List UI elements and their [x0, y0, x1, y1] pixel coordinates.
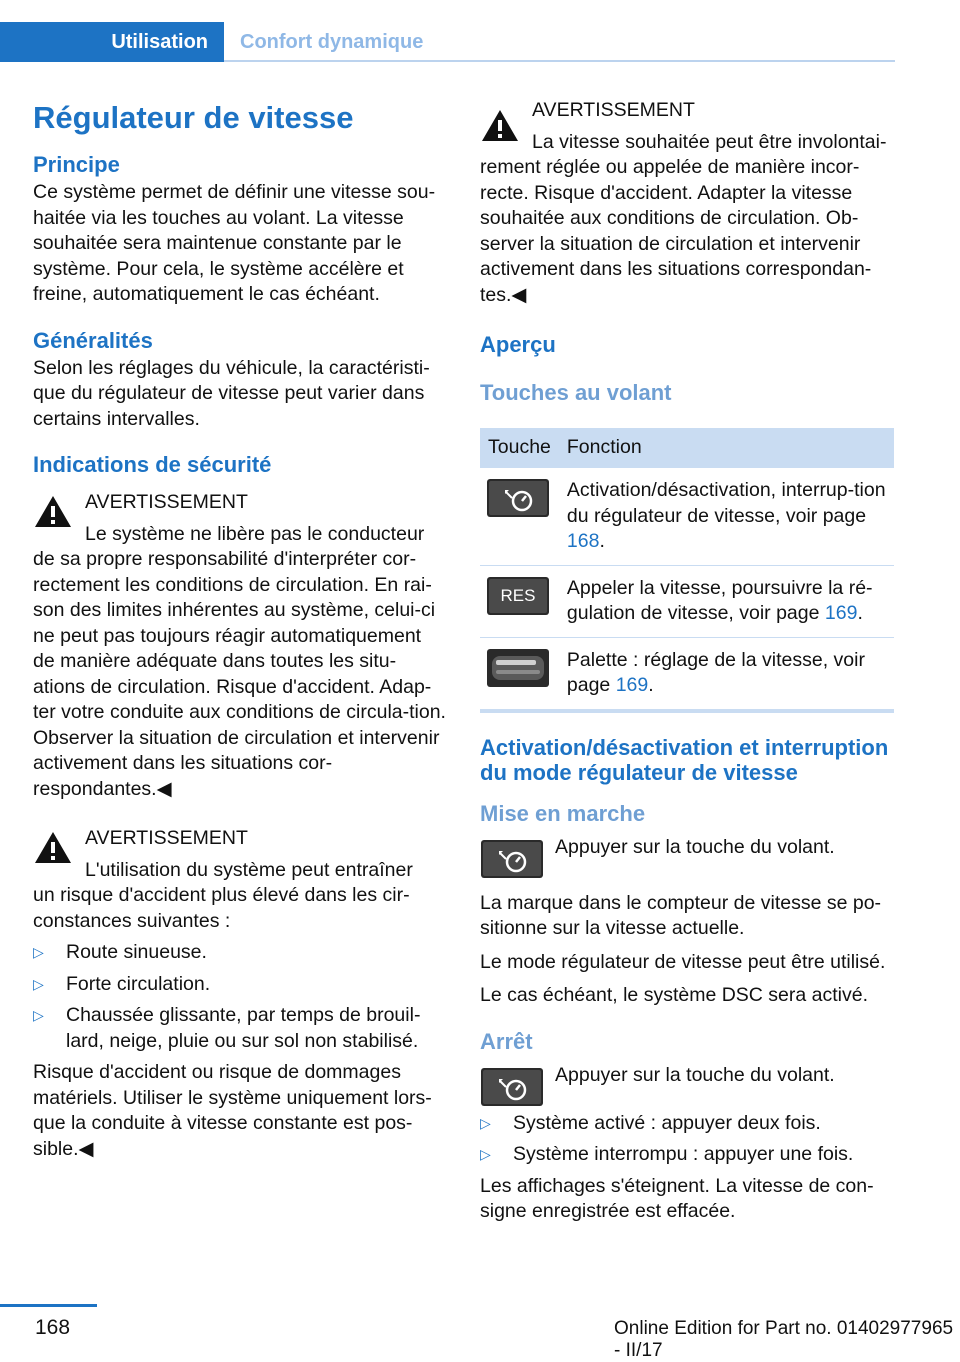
- table-row: RES Appeler la vitesse, poursuivre la ré‐gulation de vitesse, voir page 169.: [480, 565, 894, 637]
- list-item: ▷ Système activé : appuyer deux fois.: [480, 1111, 894, 1137]
- bullet-triangle-icon: ▷: [33, 1007, 44, 1023]
- page-link[interactable]: 169: [824, 602, 858, 624]
- row-function-text: Palette : réglage de la vitesse, voir page: [566, 648, 865, 696]
- left-column: [33, 96, 447, 1162]
- edition-text: Online Edition for Part no. 01402977965 - II/17: [614, 1318, 954, 1361]
- bullet-triangle-icon: ▷: [480, 1146, 491, 1162]
- warning-block-1: [33, 488, 447, 802]
- heading-arret: Arrêt: [480, 1028, 533, 1054]
- row-function-text: Activation/désactivation, interrup‐tion du régulateur de vitesse, voir page: [566, 479, 886, 527]
- cruise-control-key-icon: [480, 1067, 544, 1107]
- table-row: Palette : réglage de la vitesse, voir page 169.: [480, 637, 894, 711]
- bullet-triangle-icon: ▷: [480, 1114, 491, 1131]
- table-header-row: [480, 428, 894, 468]
- right-column: [480, 96, 894, 1225]
- cruise-control-key-icon: [486, 478, 550, 518]
- heading-mise-en-marche: Mise en marche: [480, 800, 646, 826]
- bullet-triangle-icon: ▷: [33, 975, 44, 992]
- warning-2-conclusion: Risque d'accident ou risque de dommages matériels. Utiliser le système uniquement lors‐que la conduite à vitesse constante est pos‐sible.◀: [33, 1061, 432, 1160]
- generalites-text: Selon les réglages du véhicule, la caractéristi‐que du régulateur de vitesse peut varier dans certains intervalles.: [33, 356, 430, 430]
- heading-touches: Touches au volant: [480, 380, 672, 405]
- keys-table: [480, 428, 894, 713]
- warning-block-2: [33, 824, 447, 934]
- warning-triangle-icon: [33, 830, 73, 866]
- column-header-touche: Touche: [480, 428, 559, 468]
- warning-2-title: AVERTISSEMENT: [85, 827, 248, 849]
- arret-list: [480, 1111, 894, 1168]
- warning-block-3: [480, 96, 894, 308]
- key-instruction-off: [480, 1063, 894, 1105]
- warning-triangle-icon: [480, 108, 520, 144]
- heading-securite: Indications de sécurité: [33, 452, 272, 477]
- page-title: Régulateur de vitesse: [33, 100, 354, 135]
- marche-text-1: La marque dans le compteur de vitesse se po‐sitionne sur la vitesse actuelle.: [480, 891, 882, 939]
- key-instruction-text: Appuyer sur la touche du volant.: [555, 1063, 835, 1086]
- warning-triangle-icon: [33, 494, 73, 530]
- section-tab-inactive: Confort dynamique: [240, 31, 424, 53]
- list-item: ▷ Chaussée glissante, par temps de brouil‐lard, neige, pluie ou sur sol non stabilisé.: [33, 1004, 421, 1052]
- list-item: ▷ Route sinueuse.: [33, 940, 447, 966]
- table-row: Activation/désactivation, interrup‐tion du régulateur de vitesse, voir page 168.: [480, 468, 894, 565]
- warning-2-first-line: L'utilisation du système peut entraîner: [85, 858, 413, 881]
- cruise-control-key-icon: [480, 839, 544, 879]
- heading-principe: Principe: [33, 152, 120, 177]
- warning-3-title: AVERTISSEMENT: [532, 99, 695, 121]
- heading-activation: Activation/désactivation et interruption du mode régulateur de vitesse: [480, 734, 889, 785]
- list-item: ▷ Système interrompu : appuyer une fois.: [480, 1142, 894, 1168]
- footer-rule: [0, 1304, 97, 1307]
- row-function-text: Appeler la vitesse, poursuivre la ré‐gulation de vitesse, voir page: [566, 576, 873, 624]
- heading-generalites: Généralités: [33, 327, 153, 353]
- heading-apercu: Aperçu: [480, 332, 556, 357]
- warning-2-text: un risque d'accident plus élevé dans les cir‐constances suivantes :: [33, 884, 410, 932]
- header-rule: [224, 60, 895, 62]
- warning-3-text: rement réglée ou appelée de manière incor‐recte. Risque d'accident. Adapter la vitesse souhaitée aux conditions de circulation. Ob‐server la situation de circulation et intervenir activement dans les situations correspondan‐tes.◀: [480, 156, 872, 306]
- key-instruction-text: Appuyer sur la touche du volant.: [555, 835, 835, 858]
- marche-text-3: Le cas échéant, le système DSC sera activé.: [480, 984, 869, 1006]
- rocker-paddle-icon: [486, 648, 550, 688]
- warning-1-first-line: Le système ne libère pas le conducteur: [85, 522, 425, 545]
- principe-text: Ce système permet de définir une vitesse sou‐haitée via les touches au volant. La vitesse souhaitée sera maintenue constante par le système. Pour cela, le système accélère et freine, automatiquement le cas échéant.: [33, 181, 436, 305]
- list-item: ▷ Forte circulation.: [33, 972, 447, 998]
- res-key-icon: RES: [486, 576, 550, 616]
- warning-1-title: AVERTISSEMENT: [85, 491, 248, 513]
- arret-text: Les affichages s'éteignent. La vitesse de con‐signe enregistrée est effacée.: [480, 1174, 874, 1222]
- marche-text-2: Le mode régulateur de vitesse peut être utilisé.: [480, 950, 886, 973]
- key-instruction-on: [480, 835, 894, 877]
- section-tab-active: Utilisation: [0, 22, 224, 62]
- page-link[interactable]: 168: [566, 530, 600, 552]
- conditions-list: [33, 940, 447, 1054]
- warning-1-text: de sa propre responsabilité d'interpréter cor‐rectement les conditions de circulation. En rai‐son des limites inhérentes au système, celui-ci ne peut pas toujours réagir automatiquement de manière adéquate dans toutes les situ‐ations de circulation. Risque d'accident. Adap‐ter votre conduite aux conditions de circula‐tion. Observer la situation de circulation et intervenir activement dans les situations cor‐respondantes.◀: [33, 548, 446, 800]
- column-header-fonction: Fonction: [559, 428, 894, 468]
- page-link[interactable]: 169: [615, 674, 649, 696]
- warning-3-first-line: La vitesse souhaitée peut être involontai‐: [532, 130, 887, 153]
- bullet-triangle-icon: ▷: [33, 944, 44, 960]
- page-number: 168: [35, 1316, 71, 1339]
- page-header: [0, 22, 895, 64]
